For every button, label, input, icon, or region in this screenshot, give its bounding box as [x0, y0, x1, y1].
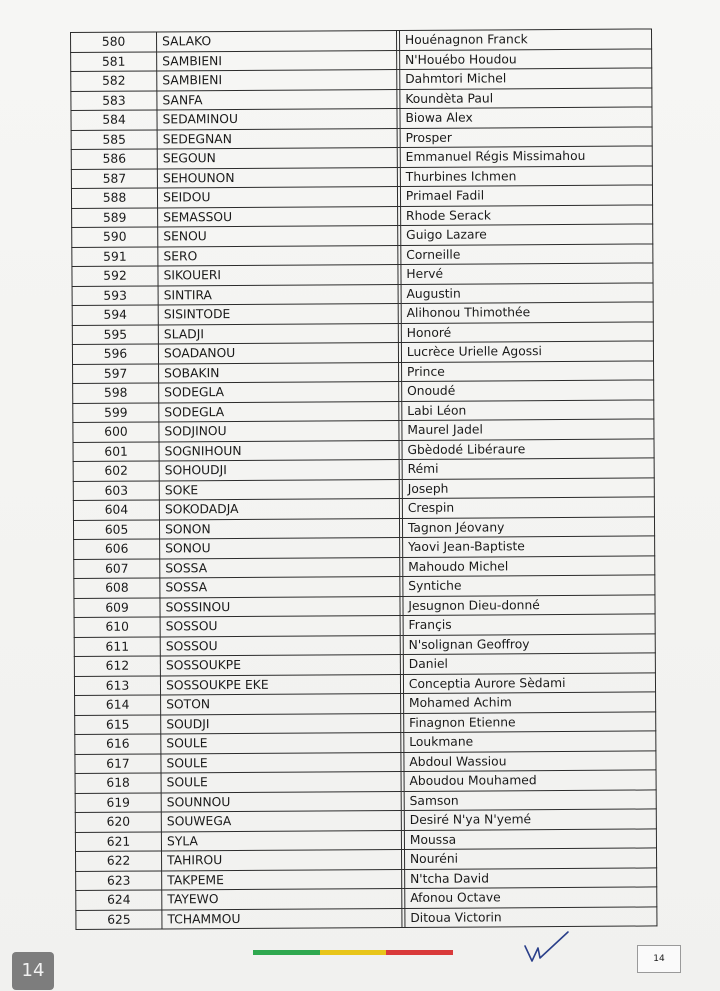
surname-cell: SOULE — [161, 771, 401, 792]
first-name-cell: N'solignan Geoffroy — [403, 633, 655, 654]
surname-cell: SOULE — [161, 732, 401, 753]
row-number: 602 — [73, 461, 159, 481]
first-name-cell: Labi Léon — [402, 399, 654, 420]
row-number: 590 — [72, 227, 158, 247]
row-number: 600 — [73, 422, 159, 442]
surname-cell: SOBAKIN — [159, 362, 399, 383]
surname-cell: TAHIROU — [162, 849, 402, 870]
first-name-cell: Prosper — [400, 126, 652, 147]
page-number: 14 — [637, 945, 681, 973]
surname-cell: SOULE — [161, 752, 401, 773]
surname-cell: SOSSINOU — [160, 596, 400, 617]
surname-cell: SLADJI — [158, 323, 398, 344]
first-name-cell: Finagnon Etienne — [404, 711, 656, 732]
first-name-cell: Maurel Jadel — [402, 419, 654, 440]
first-name-cell: Crespin — [402, 497, 654, 518]
first-name-cell: Conceptia Aurore Sèdami — [403, 672, 655, 693]
surname-cell: SAMBIENI — [157, 50, 397, 71]
first-name-cell: Biowa Alex — [400, 107, 652, 128]
row-number: 625 — [76, 909, 162, 929]
surname-cell: SEGOUN — [157, 148, 397, 169]
row-number: 614 — [75, 695, 161, 715]
surname-cell: SOSSOU — [160, 615, 400, 636]
first-name-cell: Alihonou Thimothée — [401, 302, 653, 323]
row-number: 608 — [74, 578, 160, 598]
surname-cell: SODJINOU — [159, 420, 399, 441]
row-number: 593 — [72, 285, 158, 305]
first-name-cell: Thurbines Ichmen — [400, 165, 652, 186]
row-number: 591 — [72, 246, 158, 266]
surname-cell: SEIDOU — [158, 187, 398, 208]
row-number: 595 — [72, 324, 158, 344]
surname-cell: SEDEGNAN — [157, 128, 397, 149]
first-name-cell: Françis — [403, 614, 655, 635]
row-number: 596 — [72, 344, 158, 364]
first-name-cell: Gbèdodé Libéraure — [402, 438, 654, 459]
surname-cell: SAMBIENI — [157, 70, 397, 91]
row-number: 612 — [74, 656, 160, 676]
first-name-cell: Rhode Serack — [400, 204, 652, 225]
surname-cell: SOUWEGA — [161, 810, 401, 831]
surname-cell: SOSSA — [160, 576, 400, 597]
row-number: 616 — [75, 734, 161, 754]
row-number: 620 — [75, 812, 161, 832]
surname-cell: SONOU — [160, 537, 400, 558]
first-name-cell: Houénagnon Franck — [399, 29, 651, 50]
surname-cell: SONON — [160, 518, 400, 539]
first-name-cell: Yaovi Jean-Baptiste — [402, 536, 654, 557]
surname-cell: TAKPEME — [162, 869, 402, 890]
row-number: 580 — [71, 32, 157, 52]
first-name-cell: Daniel — [403, 653, 655, 674]
first-name-cell: Honoré — [401, 321, 653, 342]
surname-cell: SOGNIHOUN — [159, 440, 399, 461]
first-name-cell: Abdoul Wassiou — [404, 750, 656, 771]
first-name-cell: Afonou Octave — [405, 887, 657, 908]
surname-cell: SOKE — [159, 479, 399, 500]
first-name-cell: Jesugnon Dieu-donné — [403, 594, 655, 615]
row-number: 622 — [76, 851, 162, 871]
row-number: 583 — [71, 90, 157, 110]
row-number: 610 — [74, 617, 160, 637]
row-number: 589 — [72, 207, 158, 227]
first-name-cell: Lucrèce Urielle Agossi — [401, 341, 653, 362]
table-row — [76, 906, 657, 929]
surname-cell: SOSSOUKPE — [160, 654, 400, 675]
surname-cell: SALAKO — [157, 31, 397, 52]
first-name-cell: Aboudou Mouhamed — [404, 770, 656, 791]
first-name-cell: Samson — [404, 789, 656, 810]
first-name-cell: Koundèta Paul — [400, 87, 652, 108]
surname-cell: SANFA — [157, 89, 397, 110]
surname-cell: SOHOUDJI — [159, 459, 399, 480]
first-name-cell: Joseph — [402, 477, 654, 498]
first-name-cell: Mohamed Achim — [403, 692, 655, 713]
row-number: 623 — [76, 870, 162, 890]
surname-cell: SODEGLA — [159, 401, 399, 422]
surname-cell: SOSSOU — [160, 635, 400, 656]
row-number: 594 — [72, 305, 158, 325]
first-name-cell: Moussa — [404, 828, 656, 849]
first-name-cell: N'Houébo Houdou — [400, 48, 652, 69]
surname-cell: SEMASSOU — [158, 206, 398, 227]
row-number: 582 — [71, 71, 157, 91]
page-badge[interactable]: 14 — [12, 952, 54, 990]
row-number: 604 — [73, 500, 159, 520]
row-number: 597 — [73, 363, 159, 383]
first-name-cell: Rémi — [402, 458, 654, 479]
first-name-cell: Primael Fadil — [400, 185, 652, 206]
row-number: 587 — [71, 168, 157, 188]
row-number: 599 — [73, 402, 159, 422]
first-name-cell: Corneille — [401, 243, 653, 264]
row-number: 619 — [75, 792, 161, 812]
surname-cell: TCHAMMOU — [162, 908, 402, 929]
row-number: 615 — [75, 714, 161, 734]
surname-cell: SOADANOU — [158, 343, 398, 364]
surname-cell: SOUNNOU — [161, 791, 401, 812]
surname-cell: SENOU — [158, 226, 398, 247]
first-name-cell: Ditoua Victorin — [405, 906, 657, 927]
row-number: 617 — [75, 753, 161, 773]
row-number: 611 — [74, 636, 160, 656]
first-name-cell: Augustin — [401, 282, 653, 303]
flag-red-band — [386, 950, 453, 955]
first-name-cell: N'tcha David — [405, 867, 657, 888]
surname-cell: SISINTODE — [158, 304, 398, 325]
row-number: 605 — [73, 519, 159, 539]
signature-icon — [522, 928, 572, 968]
surname-cell: SOKODADJA — [159, 498, 399, 519]
flag-color-strip — [253, 950, 453, 955]
row-number: 603 — [73, 480, 159, 500]
row-number: 609 — [74, 597, 160, 617]
surname-cell: TAYEWO — [162, 888, 402, 909]
surname-cell: SIKOUERI — [158, 265, 398, 286]
first-name-cell: Onoudé — [402, 380, 654, 401]
surname-cell: SYLA — [161, 830, 401, 851]
first-name-cell: Desiré N'ya N'yemé — [404, 809, 656, 830]
first-name-cell: Loukmane — [404, 731, 656, 752]
first-name-cell: Tagnon Jéovany — [402, 516, 654, 537]
row-number: 601 — [73, 441, 159, 461]
registry-table — [70, 28, 657, 930]
row-number: 624 — [76, 890, 162, 910]
row-number: 585 — [71, 129, 157, 149]
first-name-cell: Mahoudo Michel — [403, 555, 655, 576]
first-name-cell: Syntiche — [403, 575, 655, 596]
surname-cell: SOTON — [161, 693, 401, 714]
row-number: 588 — [71, 188, 157, 208]
surname-cell: SOUDJI — [161, 713, 401, 734]
row-number: 621 — [75, 831, 161, 851]
surname-cell: SOSSOUKPE EKE — [160, 674, 400, 695]
row-number: 586 — [71, 149, 157, 169]
first-name-cell: Prince — [401, 360, 653, 381]
flag-yellow-band — [320, 950, 387, 955]
row-number: 598 — [73, 383, 159, 403]
row-number: 606 — [74, 539, 160, 559]
flag-green-band — [253, 950, 320, 955]
surname-cell: SEDAMINOU — [157, 109, 397, 130]
first-name-cell: Dahmtori Michel — [400, 68, 652, 89]
row-number: 581 — [71, 51, 157, 71]
surname-cell: SOSSA — [160, 557, 400, 578]
row-number: 584 — [71, 110, 157, 130]
first-name-cell: Emmanuel Régis Missimahou — [400, 146, 652, 167]
surname-cell: SEHOUNON — [157, 167, 397, 188]
row-number: 613 — [74, 675, 160, 695]
surname-cell: SINTIRA — [158, 284, 398, 305]
first-name-cell: Guigo Lazare — [401, 224, 653, 245]
first-name-cell: Hervé — [401, 263, 653, 284]
surname-cell: SERO — [158, 245, 398, 266]
first-name-cell: Nouréni — [404, 848, 656, 869]
row-number: 592 — [72, 266, 158, 286]
row-number: 607 — [74, 558, 160, 578]
row-number: 618 — [75, 773, 161, 793]
surname-cell: SODEGLA — [159, 382, 399, 403]
